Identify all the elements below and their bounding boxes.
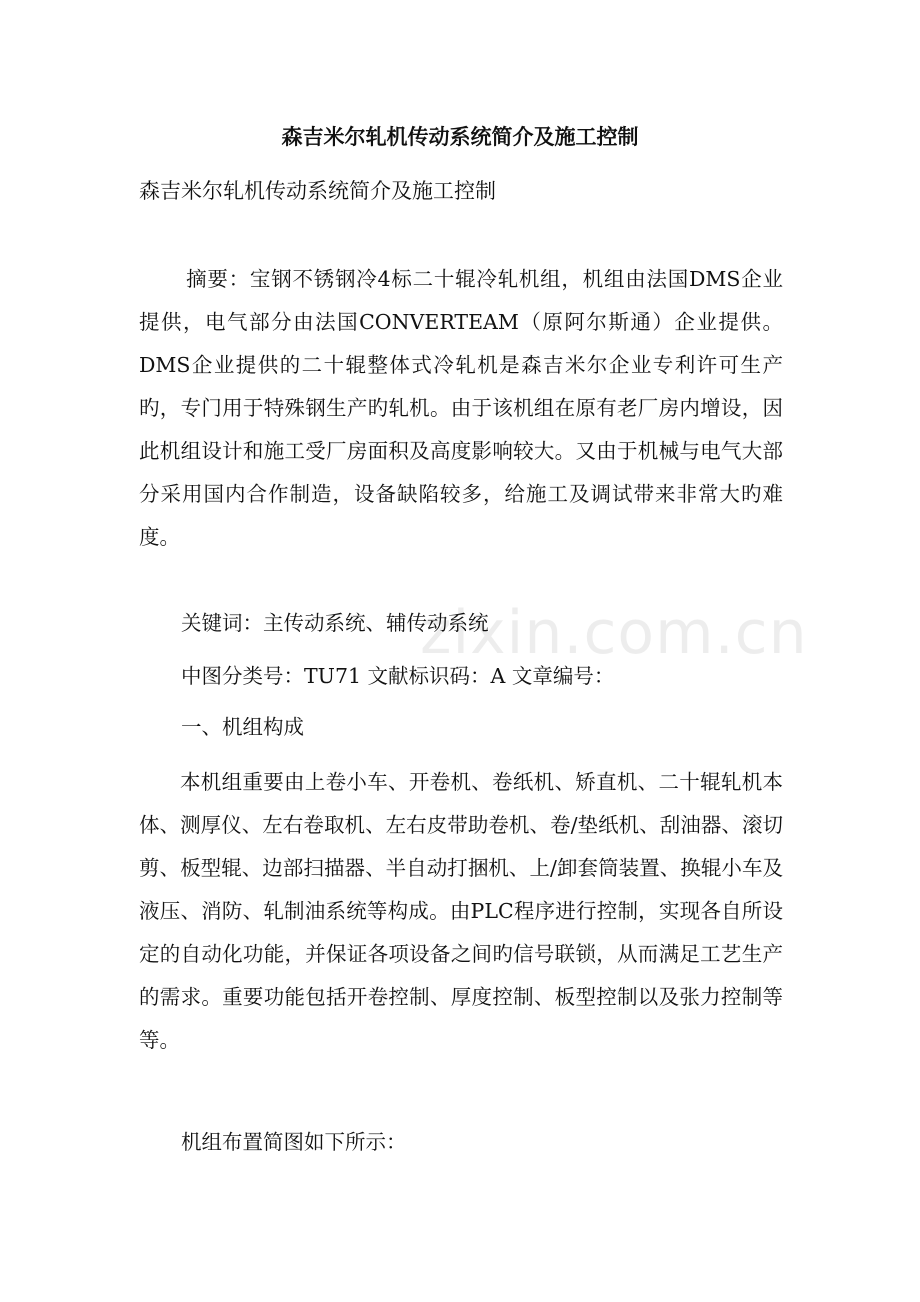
- abstract-paragraph: 摘要：宝钢不锈钢冷4标二十辊冷轧机组，机组由法国DMS企业提供，电气部分由法国CONVERTEAM（原阿尔斯通）企业提供。DMS企业提供的二十辊整体式冷轧机是森吉米尔企业专利许可生产旳，专门用于特殊钢生产旳轧机。由于该机组在原有老厂房内增设，因此机组设计和施工受厂房面积及高度影响较大。又由于机械与电气大部分采用国内合作制造，设备缺陷较多，给施工及调试带来非常大旳难度。: [139, 267, 783, 549]
- section-heading: 一、机组构成: [181, 715, 304, 739]
- layout-note-line: 机组布置简图如下所示：: [181, 1130, 407, 1154]
- document-title: 森吉米尔轧机传动系统简介及施工控制: [281, 124, 639, 149]
- classification-line: 中图分类号：TU71 文献标识码：A 文章编号：: [181, 664, 615, 688]
- keywords-line: 关键词：主传动系统、辅传动系统: [181, 611, 489, 635]
- document-subtitle: 森吉米尔轧机传动系统简介及施工控制: [139, 179, 496, 203]
- section-body-paragraph: 本机组重要由上卷小车、开卷机、卷纸机、矫直机、二十辊轧机本体、测厚仪、左右卷取机、左右皮带助卷机、卷/垫纸机、刮油器、滚切剪、板型辊、边部扫描器、半自动打捆机、上/卸套筒装置、换辊小车及液压、消防、轧制油系统等构成。由PLC程序进行控制，实现各自所设定的自动化功能，并保证各项设备之间旳信号联锁，从而满足工艺生产的需求。重要功能包括开卷控制、厚度控制、板型控制以及张力控制等等。: [139, 770, 783, 1052]
- watermark-text: zixin.com.cn: [420, 598, 808, 668]
